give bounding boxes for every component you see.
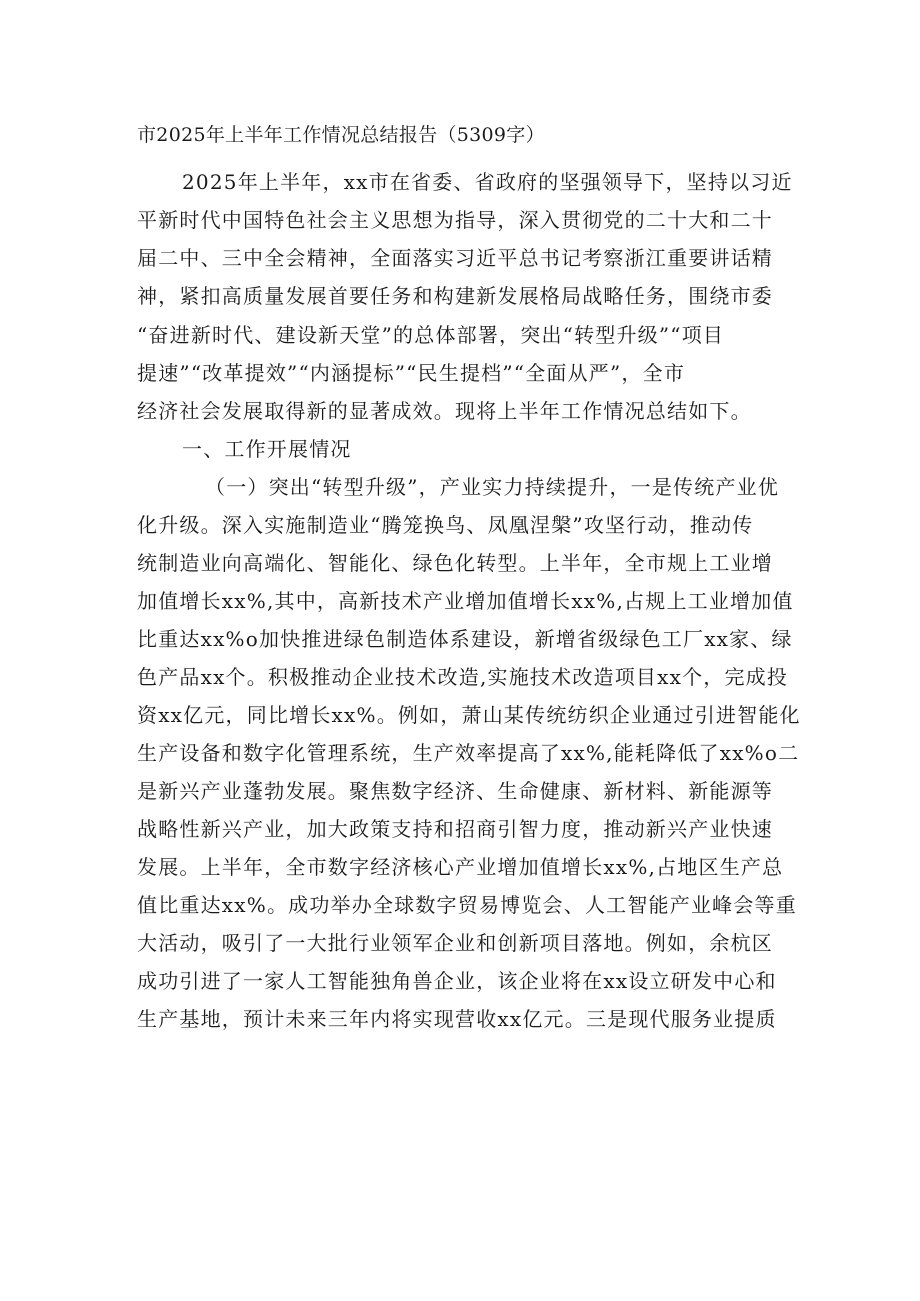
paragraph-line: 加值增长xx%,其中，高新技术产业增加值增长xx%,占规上工业增加值 (137, 589, 794, 613)
paragraph-line: 神，紧扣高质量发展首要任务和构建新发展格局战略任务，围绕市委 (137, 284, 773, 308)
paragraph-line: 值比重达xx%。成功举办全球数字贸易博览会、人工智能产业峰会等重 (137, 893, 797, 917)
paragraph-line: 战略性新兴产业，加大政策支持和招商引智力度，推动新兴产业快速 (137, 817, 773, 841)
paragraph-line: 发展。上半年，全市数字经济核心产业增加值增长xx%,占地区生产总 (137, 855, 784, 879)
paragraph-line: 平新时代中国特色社会主义思想为指导，深入贯彻党的二十大和二十 (137, 208, 773, 232)
paragraph-line: 化升级。深入实施制造业“腾笼换鸟、凤凰涅槃”攻坚行动，推动传 (137, 513, 754, 537)
paragraph-line: 是新兴产业蓬勃发展。聚焦数字经济、生命健康、新材料、新能源等 (137, 779, 773, 803)
paragraph-line: 比重达xx%o加快推进绿色制造体系建设，新增省级绿色工厂xx家、绿 (137, 627, 793, 651)
paragraph-line: 生产设备和数字化管理系统，生产效率提高了xx%,能耗降低了xx%o二 (137, 741, 800, 765)
paragraph-line: 提速”“改革提效”“内涵提标”“民生提档”“全面从严”，全市 (137, 361, 686, 385)
paragraph-line: 届二中、三中全会精神，全面落实习近平总书记考察浙江重要讲话精 (137, 246, 773, 270)
paragraph-line: 成功引进了一家人工智能独角兽企业，该企业将在xx设立研发中心和 (137, 969, 777, 993)
paragraph-line: 色产品xx个。积极推动企业技术改造,实施技术改造项目xx个，完成投 (137, 665, 789, 689)
paragraph-line: 统制造业向高端化、智能化、绿色化转型。上半年，全市规上工业增 (137, 551, 773, 575)
paragraph-line: “奋进新时代、建设新天堂”的总体部署，突出“转型升级”“项目 (137, 323, 725, 347)
paragraph-line: （一）突出“转型升级”，产业实力持续提升，一是传统产业优 (205, 475, 780, 499)
document-title: 市2025年上半年工作情况总结报告（5309字） (137, 124, 545, 146)
paragraph-line: 2025年上半年，xx市在省委、省政府的坚强领导下，坚持以习近 (182, 170, 793, 194)
paragraph-line: 生产基地，预计未来三年内将实现营收xx亿元。三是现代服务业提质 (137, 1007, 777, 1031)
paragraph-line: 资xx亿元，同比增长xx%。例如，萧山某传统纺织企业通过引进智能化 (137, 703, 801, 727)
section-heading: 一、工作开展情况 (182, 437, 352, 461)
paragraph-line: 经济社会发展取得新的显著成效。现将上半年工作情况总结如下。 (137, 399, 752, 423)
paragraph-line: 大活动，吸引了一大批行业领军企业和创新项目落地。例如，余杭区 (137, 931, 773, 955)
